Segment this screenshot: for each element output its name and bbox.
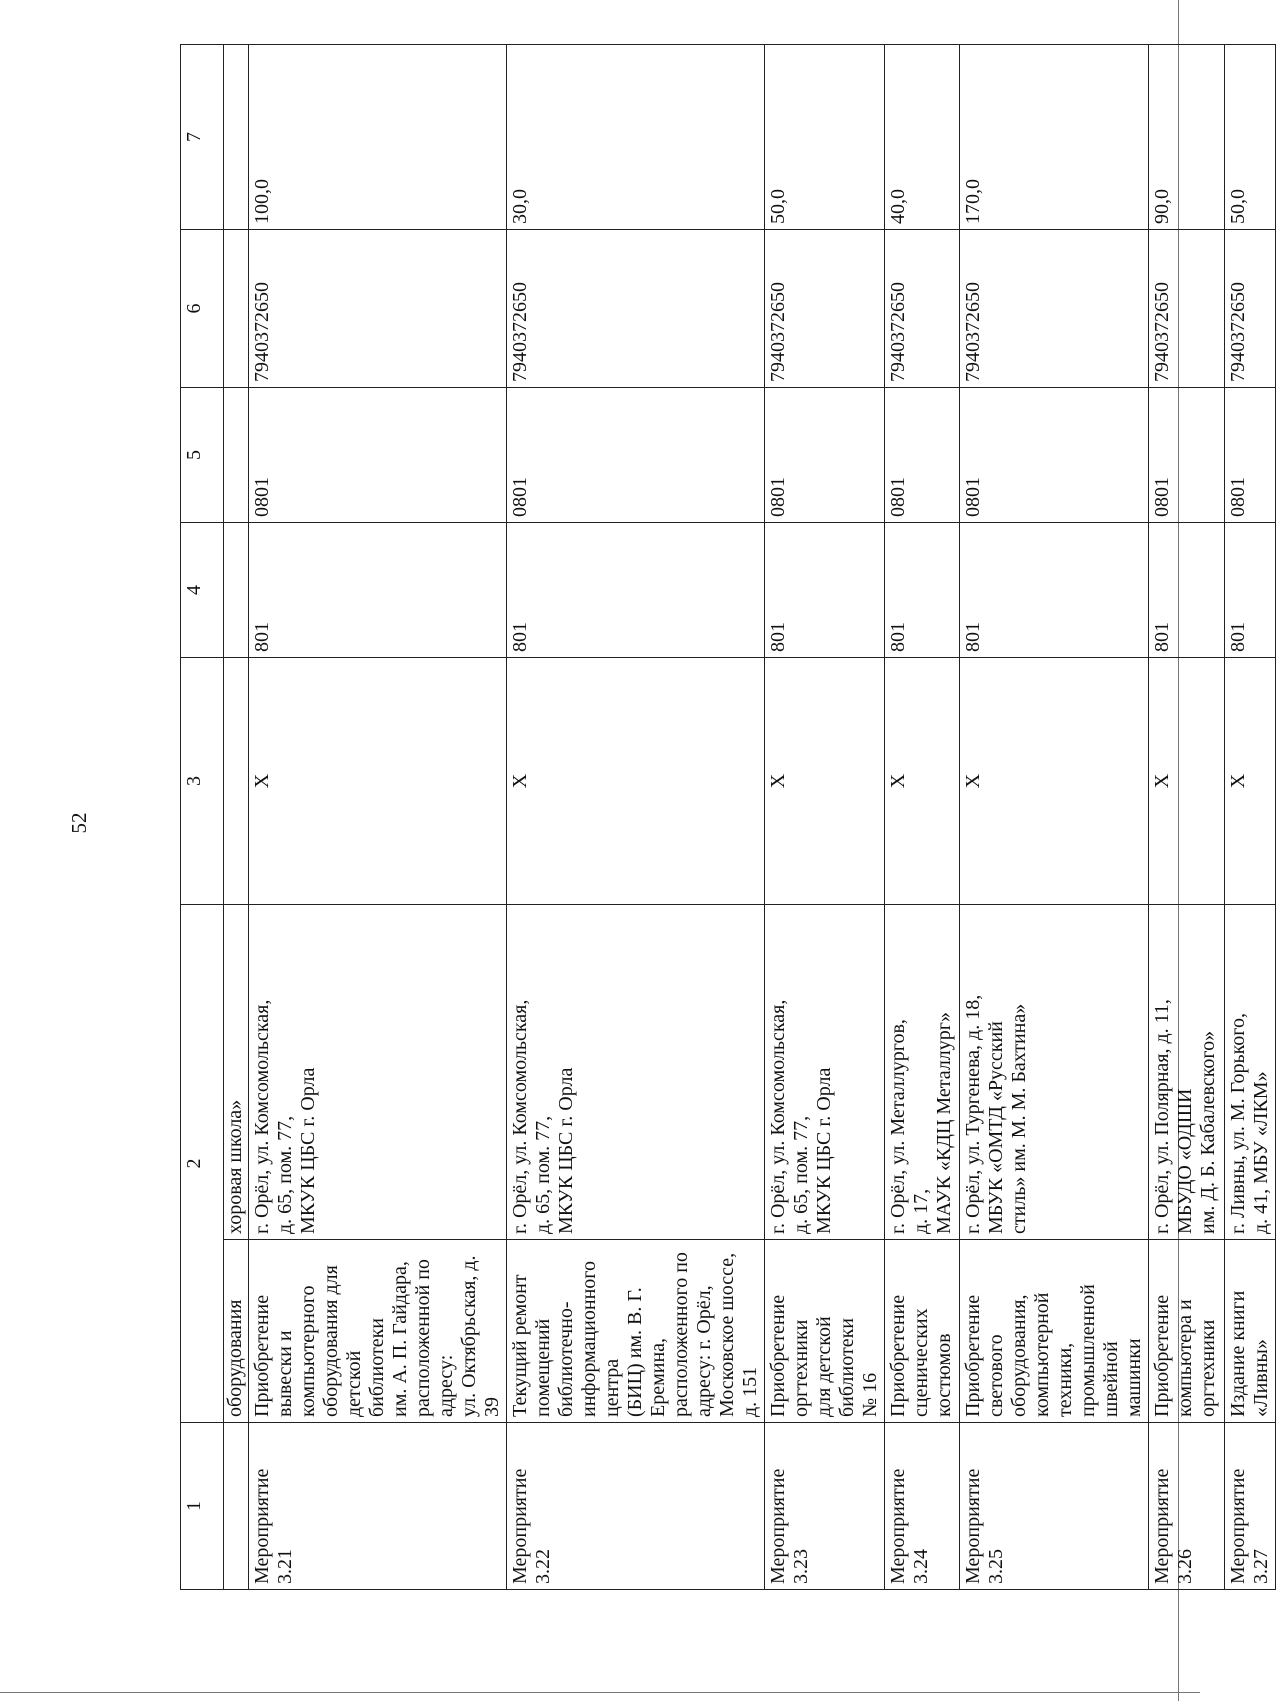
events-table [180,44,1276,1590]
header-row [181,45,224,1590]
address-cell: г. Орёл, ул. Металлургов, д. 17, МАУК «КДЦ Металлург» [885,905,960,1240]
description-cell: Текущий ремонт помещений библиотечно- информационного центра (БИЦ) им. В. Г. Еремина, расположенного по адресу: г. Орёл, Московское шоссе, д. 151 [507,1240,765,1423]
address-cell: г. Ливны, ул. М. Горького, д. 41, МБУ «ЛКМ» [1225,905,1276,1240]
table-row [885,45,960,1590]
col4-cell: 801 [1149,523,1225,658]
col4-cell: 801 [885,523,960,658]
continuation-empty-cell [224,45,249,230]
address-cell: г. Орёл, ул. Тургенева, д. 18, МБУК «ОМТД «Русский стиль» им. М. М. Бахтина» [960,905,1149,1240]
col4-cell: 801 [765,523,885,658]
continuation-row [224,45,249,1590]
col3-cell: Х [960,658,1149,905]
col3-cell: Х [249,658,507,905]
col6-cell: 7940372650 [765,230,885,388]
event-number-cell: Мероприятие 3.26 [1149,1423,1225,1590]
scan-edge-bottom [0,1692,1200,1693]
address-cell: г. Орёл, ул. Комсомольская, д. 65, пом. 77, МКУК ЦБС г. Орла [249,905,507,1240]
address-cell: г. Орёл, ул. Комсомольская, д. 65, пом. 77, МКУК ЦБС г. Орла [765,905,885,1240]
description-cell: Издание книги «Ливны» [1225,1240,1276,1423]
header-cell-3: 3 [181,658,224,905]
continuation-empty-cell [224,523,249,658]
col6-cell: 7940372650 [960,230,1149,388]
header-cell-1: 1 [181,1423,224,1590]
col7-cell: 170,0 [960,45,1149,230]
col4-cell: 801 [249,523,507,658]
header-cell-4: 4 [181,523,224,658]
address-cell: г. Орёл, ул. Комсомольская, д. 65, пом. 77, МКУК ЦБС г. Орла [507,905,765,1240]
continuation-empty-cell [224,658,249,905]
col5-cell: 0801 [960,388,1149,523]
table-row [249,45,507,1590]
description-cell: Приобретение вывески и компьютерного оборудования для детской библиотеки им. А. П. Гайдара, расположенной по адресу: ул. Октябрьская, д. 39 [249,1240,507,1423]
header-cell-6: 6 [181,230,224,388]
col6-cell: 7940372650 [1149,230,1225,388]
col6-cell: 7940372650 [885,230,960,388]
col6-cell: 7940372650 [1225,230,1276,388]
table-row [1149,45,1225,1590]
col5-cell: 0801 [249,388,507,523]
table-row [765,45,885,1590]
continuation-description-cell: оборудования [224,1240,249,1423]
event-number-cell: Мероприятие 3.22 [507,1423,765,1590]
col3-cell: Х [507,658,765,905]
col3-cell: Х [885,658,960,905]
description-cell: Приобретение светового оборудования, компьютерной техники, промышленной швейной машинки [960,1240,1149,1423]
col7-cell: 30,0 [507,45,765,230]
continuation-empty-cell [224,1423,249,1590]
description-cell: Приобретение оргтехники для детской библиотеки № 16 [765,1240,885,1423]
col5-cell: 0801 [507,388,765,523]
col3-cell: Х [1225,658,1276,905]
col6-cell: 7940372650 [249,230,507,388]
header-cell-5: 5 [181,388,224,523]
table-row [507,45,765,1590]
description-cell: Приобретение сценических костюмов [885,1240,960,1423]
col3-cell: Х [765,658,885,905]
col7-cell: 50,0 [765,45,885,230]
continuation-empty-cell [224,230,249,388]
table-row [960,45,1149,1590]
header-cell-7: 7 [181,45,224,230]
col4-cell: 801 [960,523,1149,658]
col5-cell: 0801 [765,388,885,523]
col5-cell: 0801 [1225,388,1276,523]
event-number-cell: Мероприятие 3.27 [1225,1423,1276,1590]
col4-cell: 801 [507,523,765,658]
continuation-empty-cell [224,388,249,523]
col7-cell: 50,0 [1225,45,1276,230]
address-cell: г. Орёл, ул. Полярная, д. 11, МБУДО «ОДШИ им. Д. Б. Кабалевского» [1149,905,1225,1240]
page-number: 52 [67,812,91,834]
header-cell-2: 2 [181,905,224,1423]
col7-cell: 100,0 [249,45,507,230]
table-row [1225,45,1276,1590]
event-number-cell: Мероприятие 3.21 [249,1423,507,1590]
event-number-cell: Мероприятие 3.23 [765,1423,885,1590]
rotated-table-container [180,45,1272,1590]
event-number-cell: Мероприятие 3.25 [960,1423,1149,1590]
event-number-cell: Мероприятие 3.24 [885,1423,960,1590]
col5-cell: 0801 [885,388,960,523]
col6-cell: 7940372650 [507,230,765,388]
continuation-address-cell: хоровая школа» [224,905,249,1240]
col4-cell: 801 [1225,523,1276,658]
col7-cell: 40,0 [885,45,960,230]
col5-cell: 0801 [1149,388,1225,523]
col7-cell: 90,0 [1149,45,1225,230]
description-cell: Приобретение компьютера и оргтехники [1149,1240,1225,1423]
col3-cell: Х [1149,658,1225,905]
